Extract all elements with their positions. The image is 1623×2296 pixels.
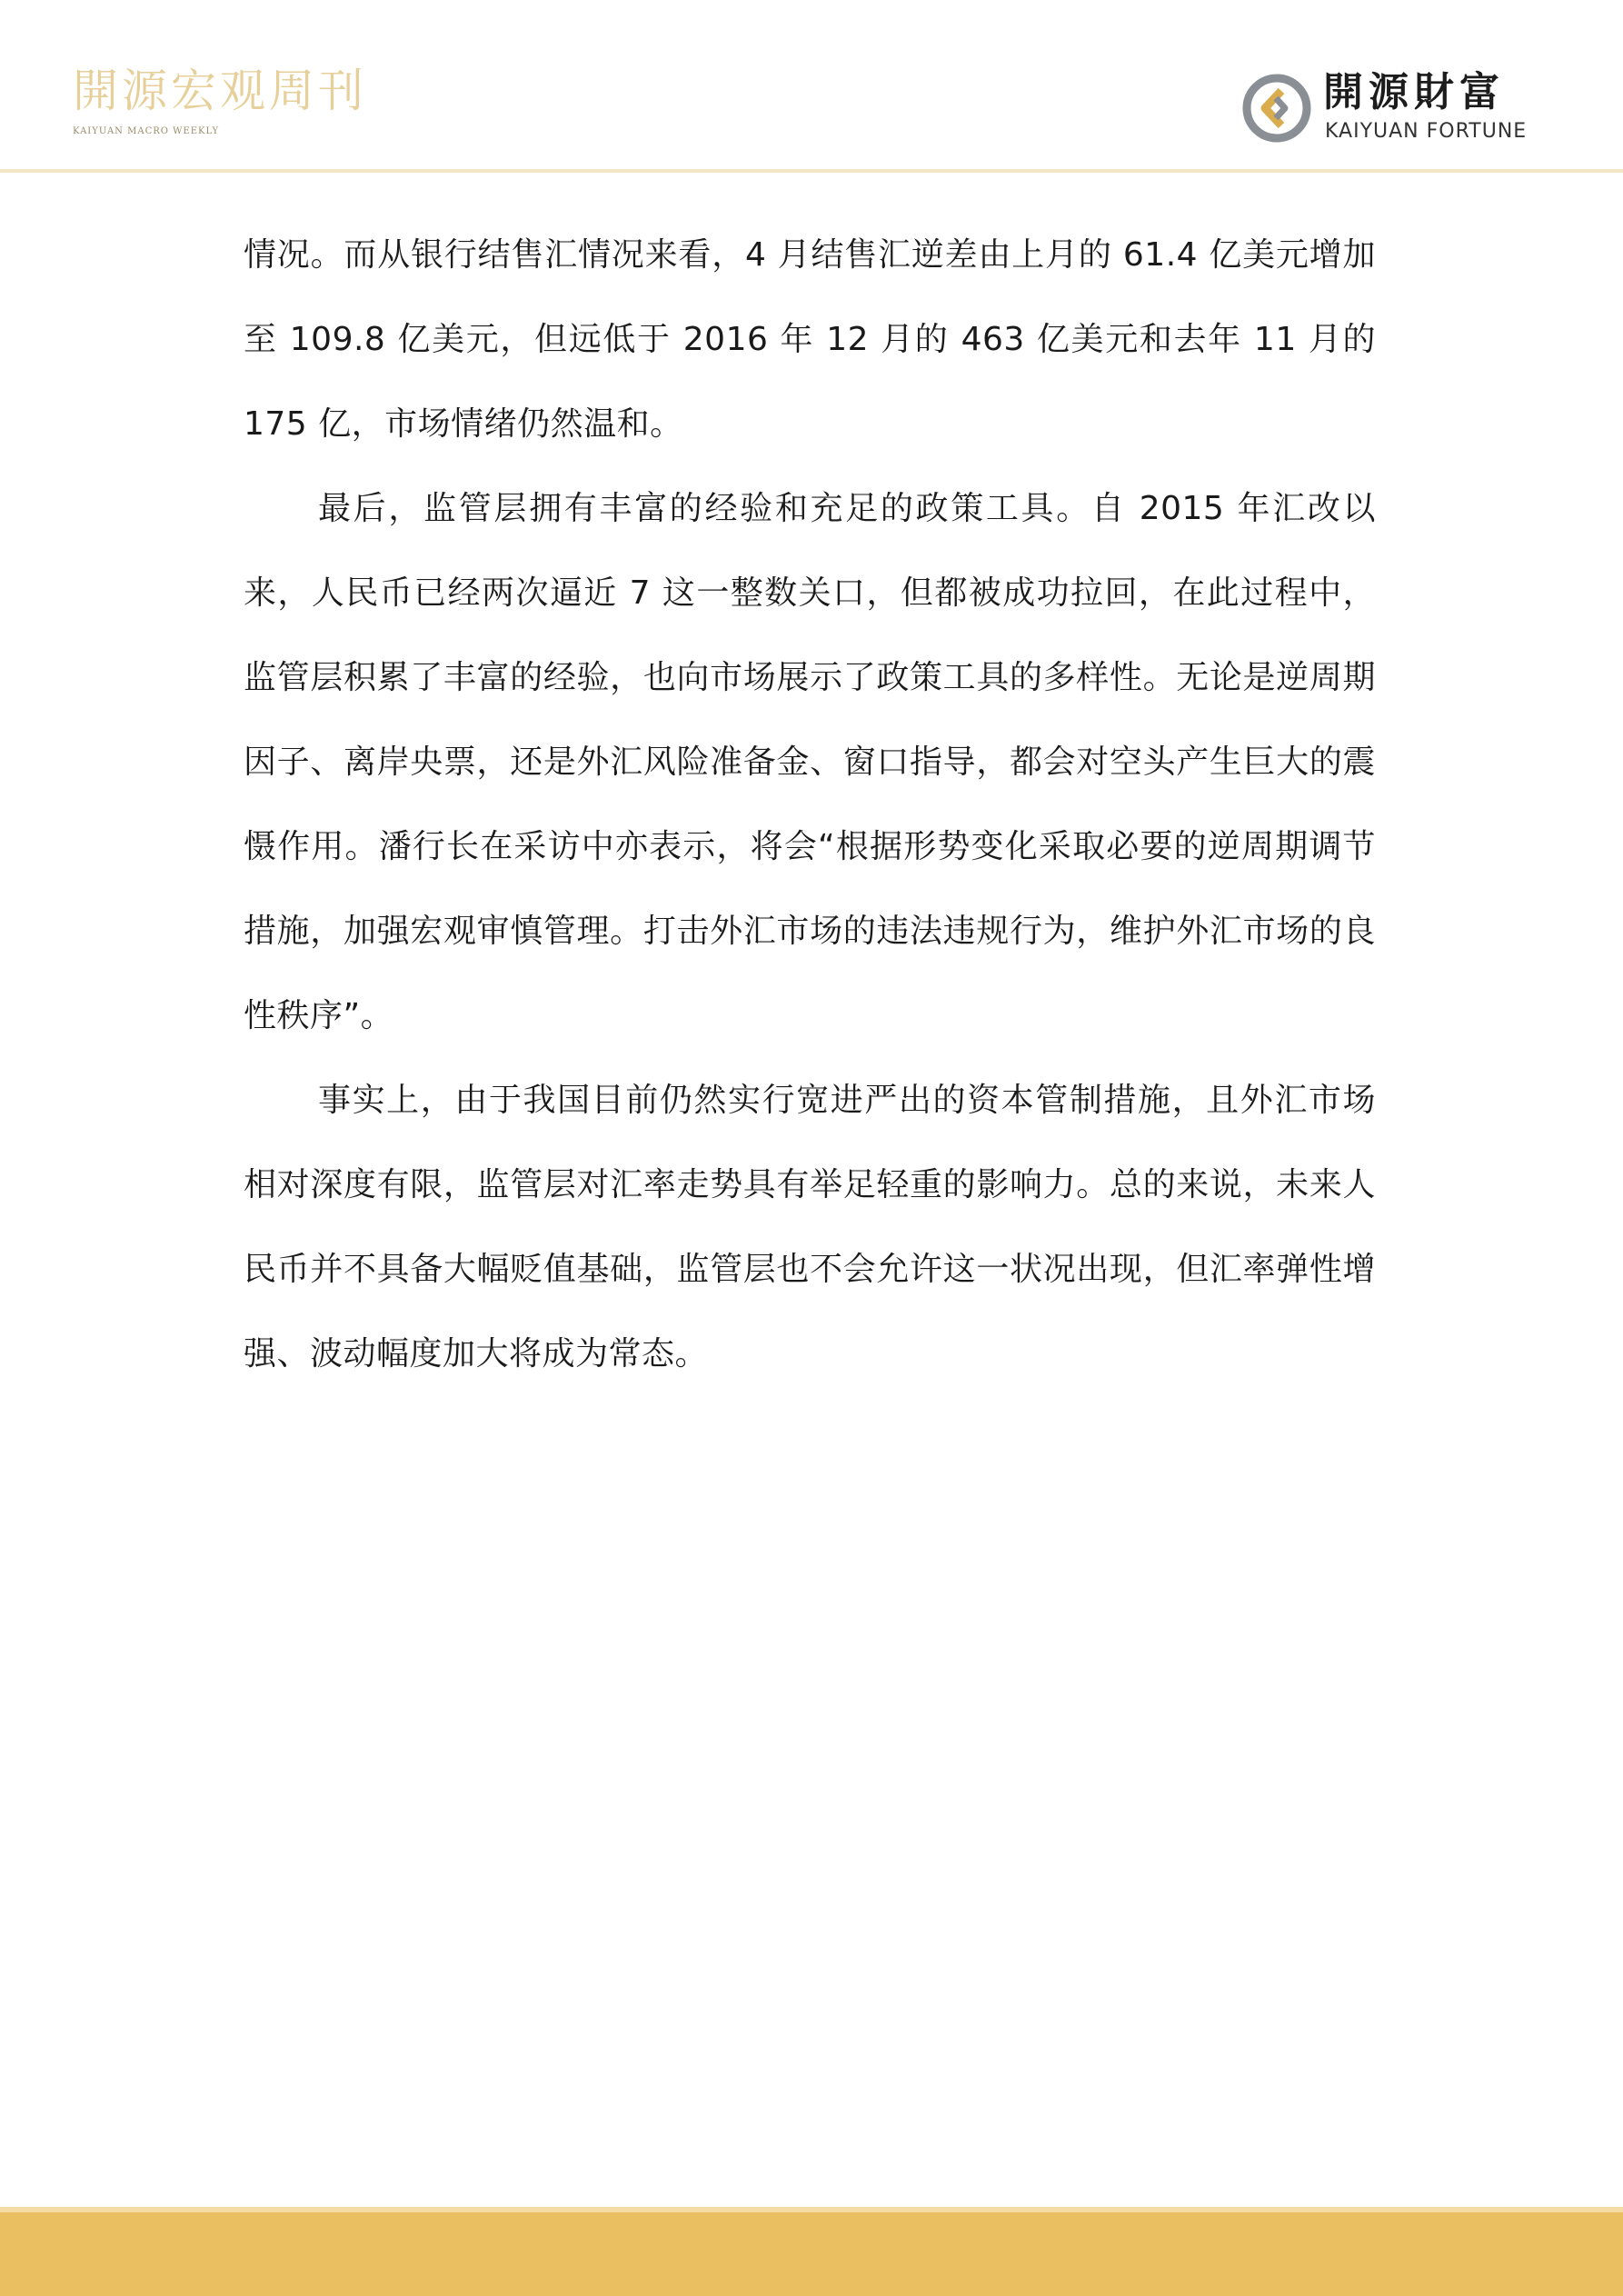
paragraph-policy-tools: 最后，监管层拥有丰富的经验和充足的政策工具。自 2015 年汇改以来，人民币已经两次逼近 7 这一整数关口，但都被成功拉回，在此过程中，监管层积累了丰富的经验，也向市场展示了政策工具的多样性。无论是逆周期因子、离岸央票，还是外汇风险准备金、窗口指导，都会对空头产生巨大的震慑作用。潘行长在采访中亦表示，将会“根据形势变化采取必要的逆周期调节措施，加强宏观审慎管理。打击外汇市场的违法违规行为，维护外汇市场的良性秩序”。 — [244, 490, 1376, 1034]
publication-title: 開源宏观周刊 — [73, 65, 367, 117]
header-divider — [0, 169, 1623, 173]
paragraph-continuation: 情况。而从银行结售汇情况来看，4 月结售汇逆差由上月的 61.4 亿美元增加至 109.8 亿美元，但远低于 2016 年 12 月的 463 亿美元和去年 11 月的 175 亿，市场情绪仍然温和。 — [244, 236, 1376, 443]
brand-name-en: KAIYUAN FORTUNE — [1325, 120, 1528, 143]
paragraph-conclusion: 事实上，由于我国目前仍然实行宽进严出的资本管制措施，且外汇市场相对深度有限，监管层对汇率走势具有举足轻重的影响力。总的来说，未来人民币并不具备大幅贬值基础，监管层也不会允许这一状况出现，但汇率弹性增强、波动幅度加大将成为常态。 — [244, 1082, 1376, 1373]
footer-band — [0, 2212, 1623, 2296]
publication-subtitle: KAIYUAN MACRO WEEKLY — [73, 126, 220, 136]
brand-name-cn: 開源財富 — [1323, 69, 1505, 115]
kaiyuan-logo-icon — [1241, 73, 1312, 144]
brand-logo — [1241, 69, 1568, 151]
article-body — [244, 213, 1376, 1396]
page-header — [0, 0, 1623, 171]
publication-masthead — [73, 64, 367, 138]
